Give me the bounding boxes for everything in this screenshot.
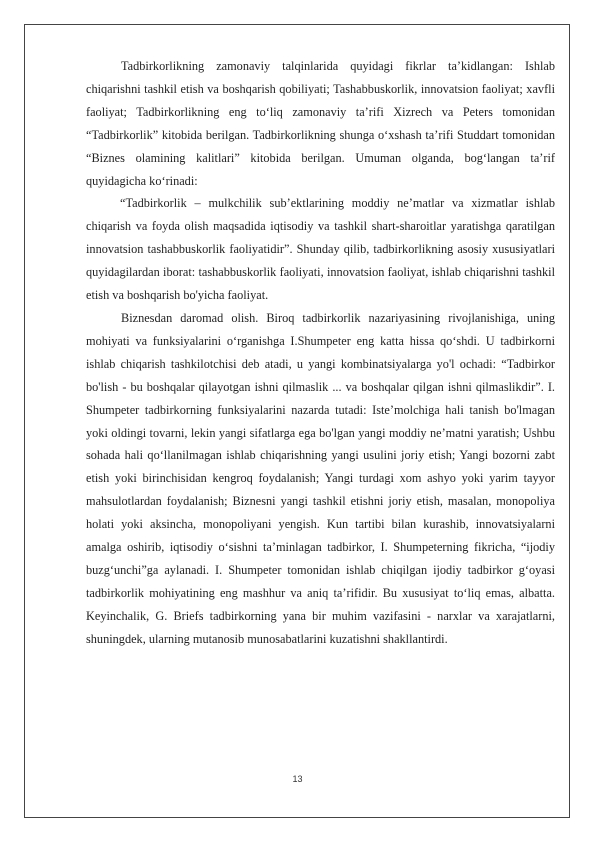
paragraph-definitions: Tadbirkorlikning zamonaviy talqinlarida quyidagi fikrlar ta’kidlangan: Ishlab chiqarishni tashkil etish va boshqarish qobiliyati; Tashabbuskorlik, innovatsion faoliyat; xavfli faoliyat; Tadbirkorlikning eng to‘liq zamonaviy ta’rifi Xizrech va Peters tomonidan “Tadbirkorlik” kitobida berilgan. Tadbirkorlikning shunga o‘xshash ta’rifi Studdart tomonidan “Biznes olamining kalitlari” kitobida berilgan. Umuman olganda, bog‘langan ta’rif quyidagicha ko‘rinadi: xyxy=(86,59,555,188)
paragraph-quote-definition: “Tadbirkorlik – mulkchilik sub’ektlarining moddiy ne’matlar va xizmatlar ishlab chiqarish va foyda olish maqsadida iqtisodiy va tashkil shart-sharoitlar yaratishga qaratilgan innovatsion tashabbuskorlik faoliyatidir”. Shunday qilib, tadbirkorlikning asosiy xususiyatlari quyidagilardan iborat: tashabbuskorlik faoliyati, innovatsion faoliyat, ishlab chiqarishni tashkil etish va boshqarish bo'yicha faoliyat. xyxy=(86,196,555,303)
page-number: 13 xyxy=(292,774,303,784)
paragraph-shumpeter: Biznesdan daromad olish. Biroq tadbirkorlik nazariyasining rivojlanishiga, uning mohiyati va funksiyalarini o‘rganishga I.Shumpeter eng katta hissa qo‘shdi. U tadbirkorni ishlab chiqarish tashkilotchisi deb atadi, u yangi kombinatsiyalarga yo'l ochadi: “Tadbirkor bo'lish - bu boshqalar qilayotgan ishni qilmaslik ... va boshqalar qilgan ishni qilmaslikdir”. I. Shumpeter tadbirkorning funksiyalarini nazarda tutadi: Iste’molchiga hali tanish bo'lmagan yoki oldingi tovarni, lekin yangi sifatlarga ega bo'lgan yangi moddiy ne’matni yaratish; Ushbu sohada hali qo‘llanilmagan ishlab chiqarishning yangi usulini joriy etish; Yangi bozorni zabt etish yoki birinchisidan kengroq foydalanish; Yangi turdagi xom ashyo yoki yarim tayyor mahsulotlardan foydalanish; Biznesni yangi tashkil etishni joriy etish, masalan, monopoliya holati yoki aksincha, monopoliyani yengish. Kun tartibi bilan kurashib, innovatsiyalarni amalga oshirib, iqtisodiy o‘sishni ta’minlagan tadbirkor, I. Shumpeterning fikricha, “ijodiy buzg‘unchi”ga aylanadi. I. Shumpeter tomonidan ishlab chiqilgan ijodiy tadbirkor g‘oyasi tadbirkorlik mohiyatining eng mashhur va aniq ta’rifidir. Bu xususiyat to‘liq emas, albatta. Keyinchalik, G. Briefs tadbirkorning yana bir muhim vazifasini - narxlar va xarajatlarni, shuningdek, ularning mutanosib munosabatlarini kuzatishni shakllantirdi. xyxy=(86,310,555,646)
document-body xyxy=(86,55,555,651)
